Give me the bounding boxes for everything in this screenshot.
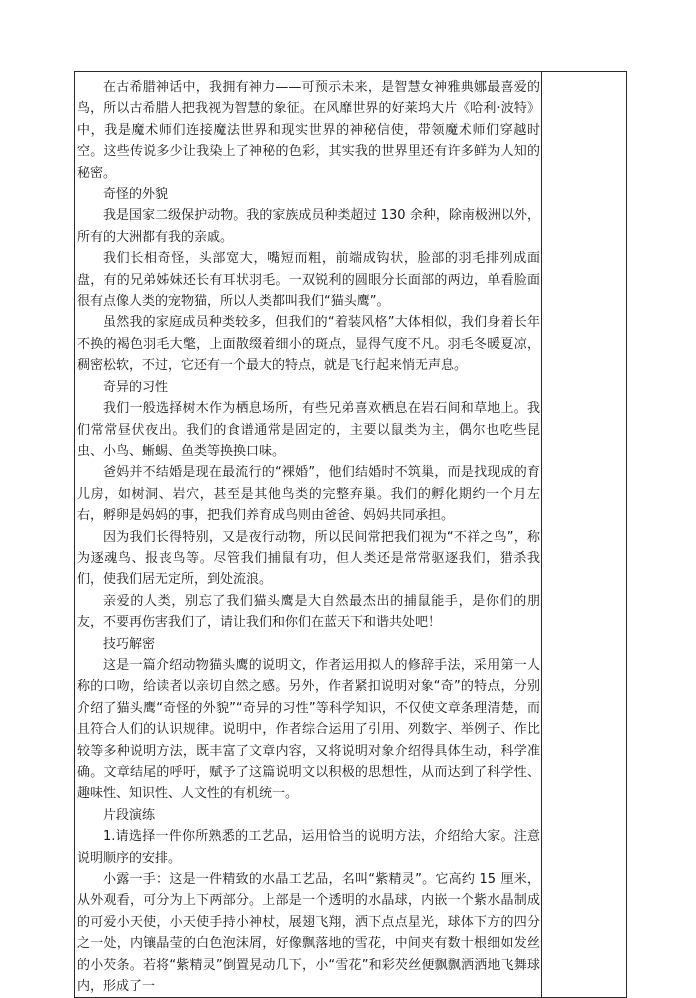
section-heading-appearance: 奇怪的外貌 bbox=[103, 187, 169, 203]
exercise-example: 小露一手：这是一件精致的水晶工艺品，名叫“紫精灵”。它高约 15 厘米，从外观看，可分为上下两部分。上部是一个透明的水晶球，内嵌一个紫水晶制成的可爱小天使，小天使手持小神杖，展翅飞翔，洒下点点星光，球体下方的四分之一处，内镶晶莹的白色泡沫屑，好像飘落地的雪花，中间夹有数十根细如发丝的小芡条。若将“紫精灵”倒置晃动几下，小“雪花”和彩芡丝便飘飘洒洒地飞舞球内，形成了一 bbox=[77, 872, 540, 995]
paragraph: 亲爱的人类，别忘了我们猫头鹰是大自然最杰出的捕鼠能手，是你们的朋友，不要再伤害我们了，请让我们和你们在蓝天下和谐共处吧！ bbox=[77, 593, 540, 631]
paragraph: 我们一般选择树木作为栖息场所，有些兄弟喜欢栖息在岩石间和草地上。我们常常昼伏夜出。我们的食谱通常是固定的，主要以鼠类为主，偶尔也吃些昆虫、小鸟、蜥蜴、鱼类等换换口味。 bbox=[77, 401, 540, 459]
notes-cell bbox=[542, 72, 627, 998]
body-text bbox=[75, 72, 541, 997]
paragraph: 我是国家二级保护动物。我的家族成员种类超过 130 余种，除南极洲以外，所有的大洲都有我的亲戚。 bbox=[77, 208, 540, 245]
section-heading-practice: 片段演练 bbox=[103, 807, 156, 823]
paragraph: 虽然我的家庭成员种类较多，但我们的“着装风格”大体相似，我们身着长年不换的褐色羽毛大氅，上面散缀着细小的斑点，显得气度不凡。羽毛冬暖夏凉，稠密松软，不过，它还有一个最大的特点，就是飞行起来悄无声息。 bbox=[77, 315, 540, 374]
paragraph: 这是一篇介绍动物猫头鹰的说明文，作者运用拟人的修辞手法，采用第一人称的口吻，给读者以亲切自然之感。另外，作者紧扣说明对象“奇”的特点，分别介绍了猫头鹰“奇怪的外貌”“奇异的习性”等科学知识，不仅使文章条理清楚，而且符合人们的认识规律。说明中，作者综合运用了引用、列数字、举例子、作比较等多种说明方法，既丰富了文章内容，又将说明对象介绍得具体生动，科学准确。文章结尾的呼吁，赋予了这篇说明文以积极的思想性，从而达到了科学性、趣味性、知识性、人文性的有机统一。 bbox=[77, 657, 540, 802]
paragraph: 爸妈并不结婚是现在最流行的“裸婚”，他们结婚时不筑巢，而是找现成的育儿房，如树洞、岩穴，甚至是其他鸟类的完整弃巢。我们的孵化期约一个月左右，孵卵是妈妈的事，把我们养育成鸟则由爸爸、妈妈共同承担。 bbox=[77, 465, 540, 524]
paragraph: 我们长相奇怪，头部宽大，嘴短而粗，前端成钩状，脸部的羽毛排列成面盘，有的兄弟姊妹还长有耳状羽毛。一双锐利的圆眼分长面部的两边，单看脸面很有点像人类的宠物猫，所以人类都叫我们“猫头鹰”。 bbox=[77, 251, 540, 310]
text-cell bbox=[75, 72, 542, 998]
layout-table bbox=[74, 71, 627, 998]
paragraph: 因为我们长得特别，又是夜行动物，所以民间常把我们视为“不祥之鸟”，称为逐魂鸟、报丧鸟等。尽管我们捕鼠有功，但人类还是常常驱逐我们，猎杀我们，使我们居无定所，到处流浪。 bbox=[77, 529, 540, 588]
intro-paragraph: 在古希腊神话中，我拥有神力——可预示未来，是智慧女神雅典娜最喜爱的鸟，所以古希腊人把我视为智慧的象征。在风靡世界的好莱坞大片《哈利·波特》中，我是魔术师们连接魔法世界和现实世界的神秘信使，带领魔术师们穿越时空。这些传说多少让我染上了神秘的色彩，其实我的世界里还有许多鲜为人知的秘密。 bbox=[77, 80, 540, 181]
section-heading-technique: 技巧解密 bbox=[103, 636, 156, 652]
section-heading-habits: 奇异的习性 bbox=[103, 379, 169, 395]
exercise-prompt: 1.请选择一件你所熟悉的工艺品，运用恰当的说明方法，介绍给大家。注意说明顺序的安排。 bbox=[77, 829, 540, 866]
